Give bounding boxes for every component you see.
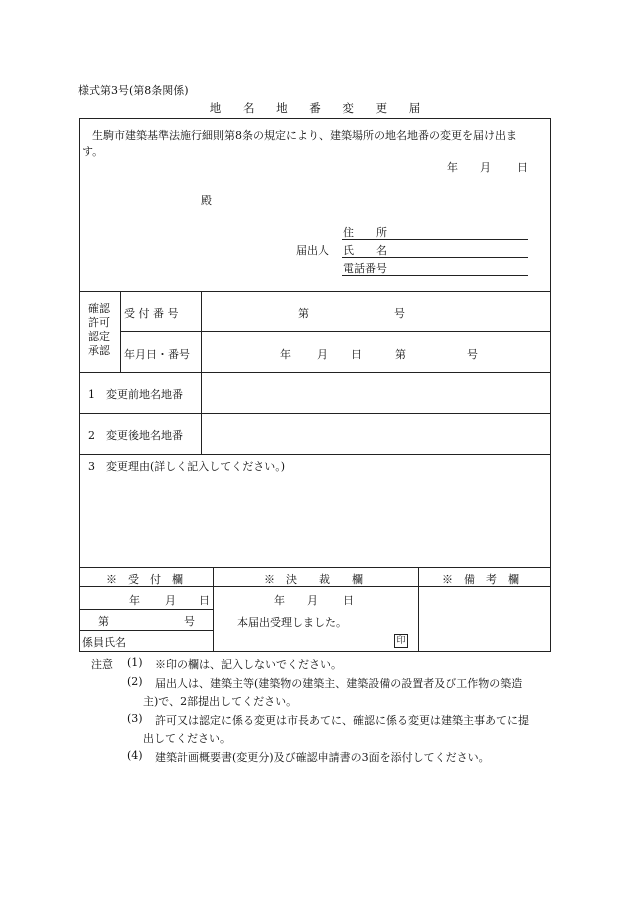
office-receipt-month: 月 bbox=[165, 594, 176, 607]
title-char: 地 bbox=[276, 101, 288, 115]
receipt-header: ※ 受 付 欄 bbox=[106, 573, 183, 586]
divider bbox=[80, 372, 550, 373]
applicant-label: 届出人 bbox=[296, 244, 329, 257]
notice-date-day: 日 bbox=[517, 161, 528, 174]
receipt-go: 号 bbox=[394, 307, 405, 320]
divider bbox=[80, 567, 550, 568]
addressee-suffix: 殿 bbox=[201, 194, 212, 207]
form-title bbox=[0, 100, 630, 116]
remarks-header: ※ 備 考 欄 bbox=[442, 573, 519, 586]
phone-underline bbox=[342, 275, 528, 276]
divider bbox=[80, 413, 550, 414]
confirm-date-year: 年 bbox=[280, 348, 291, 361]
confirm-date-dai: 第 bbox=[395, 348, 406, 361]
notice-date-year: 年 bbox=[447, 161, 458, 174]
name-label: 氏 名 bbox=[343, 244, 387, 257]
office-receipt-dai: 第 bbox=[98, 615, 109, 628]
divider bbox=[120, 291, 121, 372]
office-receipt-day: 日 bbox=[199, 594, 210, 607]
decision-header: ※ 決 裁 欄 bbox=[264, 573, 363, 586]
confirm-date-month: 月 bbox=[317, 348, 328, 361]
note-line: 届出人は、建築主等(建築物の建築主、建築設備の設置者及び工作物の築造 bbox=[155, 677, 523, 690]
note-number: (4) bbox=[127, 749, 143, 762]
office-receipt-year: 年 bbox=[129, 594, 140, 607]
receipt-dai: 第 bbox=[298, 307, 309, 320]
confirm-date-day: 日 bbox=[351, 348, 362, 361]
note-line: ※印の欄は、記入しないでください。 bbox=[155, 658, 342, 671]
reason-label: 3 変更理由(詳しく記入してください。) bbox=[88, 460, 286, 473]
confirm-date-go: 号 bbox=[467, 348, 478, 361]
notice-date-month: 月 bbox=[480, 161, 491, 174]
note-line: 出してください。 bbox=[143, 732, 231, 745]
title-char: 番 bbox=[309, 101, 321, 115]
decision-day: 日 bbox=[343, 594, 354, 607]
name-underline bbox=[342, 257, 528, 258]
divider bbox=[213, 567, 214, 652]
address-underline bbox=[342, 239, 528, 240]
divider bbox=[120, 331, 550, 332]
notes-heading: 注意 bbox=[91, 658, 113, 671]
note-number: (3) bbox=[127, 712, 143, 725]
decision-year: 年 bbox=[274, 594, 285, 607]
title-char: 届 bbox=[408, 101, 421, 115]
divider bbox=[418, 567, 419, 652]
seal-stamp: 印 bbox=[394, 634, 408, 648]
note-line: 主)で、2部提出してください。 bbox=[143, 695, 298, 708]
decision-text: 本届出受理しました。 bbox=[237, 616, 347, 629]
phone-label: 電話番号 bbox=[343, 262, 387, 275]
title-char: 変 bbox=[342, 101, 354, 115]
form-code: 様式第3号(第8条関係) bbox=[78, 84, 189, 97]
title-char: 名 bbox=[242, 101, 255, 115]
note-line: 建築計画概要書(変更分)及び確認申請書の3面を添付してください。 bbox=[155, 751, 490, 764]
note-number: (2) bbox=[127, 675, 143, 688]
note-line: 許可又は認定に係る変更は市長あてに、確認に係る変更は建築主事あてに提 bbox=[155, 714, 529, 727]
divider bbox=[201, 291, 202, 454]
divider bbox=[80, 454, 550, 455]
confirm-side-label: 確認 許可 認定 承認 bbox=[88, 302, 110, 357]
before-lot-label: 1 変更前地名地番 bbox=[88, 388, 183, 401]
date-number-label: 年月日・番号 bbox=[124, 348, 190, 361]
office-receipt-go: 号 bbox=[184, 615, 195, 628]
divider bbox=[80, 630, 213, 631]
divider bbox=[80, 291, 550, 292]
note-number: (1) bbox=[127, 656, 143, 669]
notice-body-line2: す。 bbox=[82, 145, 104, 158]
after-lot-label: 2 変更後地名地番 bbox=[88, 429, 183, 442]
decision-month: 月 bbox=[307, 594, 318, 607]
form-box bbox=[79, 118, 551, 652]
notice-body-line1: 生駒市建築基準法施行細則第8条の規定により、建築場所の地名地番の変更を届け出ま bbox=[92, 129, 517, 142]
staff-name-label: 係員氏名 bbox=[82, 636, 126, 649]
receipt-number-label: 受 付 番 号 bbox=[124, 307, 179, 320]
address-label: 住 所 bbox=[343, 226, 387, 239]
title-char: 更 bbox=[375, 101, 388, 115]
divider bbox=[80, 609, 213, 610]
title-char: 地 bbox=[209, 101, 222, 115]
